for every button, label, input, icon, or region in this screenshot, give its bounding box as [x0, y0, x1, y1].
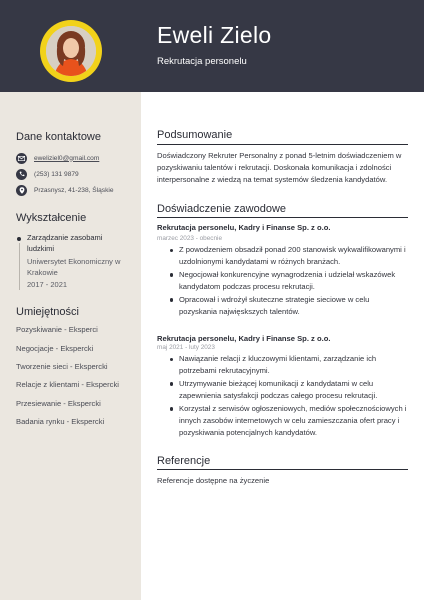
references-heading: Referencje	[157, 455, 211, 467]
email-link[interactable]: eweliziel0@gmail.com	[34, 154, 100, 162]
summary-heading: Podsumowanie	[157, 129, 233, 141]
section-divider	[157, 469, 408, 470]
envelope-icon	[16, 153, 27, 164]
contact-heading: Dane kontaktowe	[16, 131, 101, 143]
education-years: 2017 - 2021	[27, 280, 68, 289]
phone-number: (253) 131 9879	[34, 170, 79, 178]
skill-item: Badania rynku - Ekspercki	[16, 417, 105, 426]
list-item: Nawiązanie relacji z kluczowymi klientami, zarządzanie ich potrzebami rekrutacyjnymi.	[157, 353, 409, 377]
experience-heading: Doświadczenie zawodowe	[157, 203, 287, 215]
education-heading: Wykształcenie	[16, 212, 87, 224]
list-item: Negocjował konkurencyjne wynagrodzenia i udzielał wskazówek kandydatom podczas procesu rekrutacji.	[157, 269, 409, 293]
contact-address-row	[16, 184, 114, 196]
candidate-name: Eweli Zielo	[157, 22, 272, 48]
job-dates: maj 2021 - luty 2023	[157, 344, 215, 351]
list-item: Opracował i wdrożył skuteczne strategie sieciowe w celu pozyskania najwięskszych talentów.	[157, 294, 409, 318]
job-dates: marzec 2023 - obecnie	[157, 235, 223, 242]
job-bullets	[157, 353, 409, 440]
skill-item: Relacje z klientami - Ekspercki	[16, 380, 119, 389]
phone-icon	[16, 169, 27, 180]
section-divider	[157, 144, 408, 145]
summary-text: Doświadczony Rekruter Personalny z ponad 5-letnim doświadczeniem w pozyskiwaniu talentów i rekrutacji. Doskonała komunikacja i zdolności interpersonalne z wiedzą na temat systemów śledzenia kandydatów.	[157, 151, 402, 185]
list-item: Z powodzeniem obsadził ponad 200 stanowisk wykwalifikowanymi i uzdolnionymi kandydatami w różnych branżach.	[157, 244, 409, 268]
education-school: Uniwersytet Ekonomiczny w Krakowie	[27, 257, 121, 277]
list-item: Korzystał z serwisów ogłoszeniowych, mediów społecznościowych i innych zasobów internetowych w celu zamieszczania ofert pracy i pozyskiwania potencjalnych kandydatów.	[157, 403, 409, 438]
job-title: Rekrutacja personelu, Kadry i Finanse Sp. z o.o.	[157, 334, 331, 343]
skill-item: Negocjacje - Ekspercki	[16, 344, 94, 353]
candidate-role: Rekrutacja personelu	[157, 56, 247, 67]
avatar	[40, 20, 102, 82]
skill-item: Przesiewanie - Ekspercki	[16, 399, 101, 408]
skills-heading: Umiejętności	[16, 306, 79, 318]
profile-photo	[46, 26, 96, 76]
skill-item: Tworzenie sieci - Ekspercki	[16, 362, 108, 371]
location-pin-icon	[16, 185, 27, 196]
address: Przasnysz, 41-238, Śląskie	[34, 186, 114, 194]
person-portrait-icon	[46, 26, 96, 76]
timeline-line	[19, 243, 20, 290]
timeline-dot	[17, 237, 21, 241]
skill-item: Pozyskiwanie - Eksperci	[16, 325, 98, 334]
job-bullets	[157, 244, 409, 319]
list-item: Utrzymywanie bieżącej komunikacji z kandydatami w celu zapewnienia satysfakcji podczas całego procesu rekrutacji.	[157, 378, 409, 402]
education-degree: Zarządzanie zasobami ludzkimi	[27, 233, 103, 253]
references-text: Referencje dostępne na życzenie	[157, 476, 270, 485]
contact-email-row	[16, 152, 99, 164]
contact-phone-row	[16, 168, 79, 180]
section-divider	[157, 217, 408, 218]
job-title: Rekrutacja personelu, Kadry i Finanse Sp. z o.o.	[157, 223, 331, 232]
